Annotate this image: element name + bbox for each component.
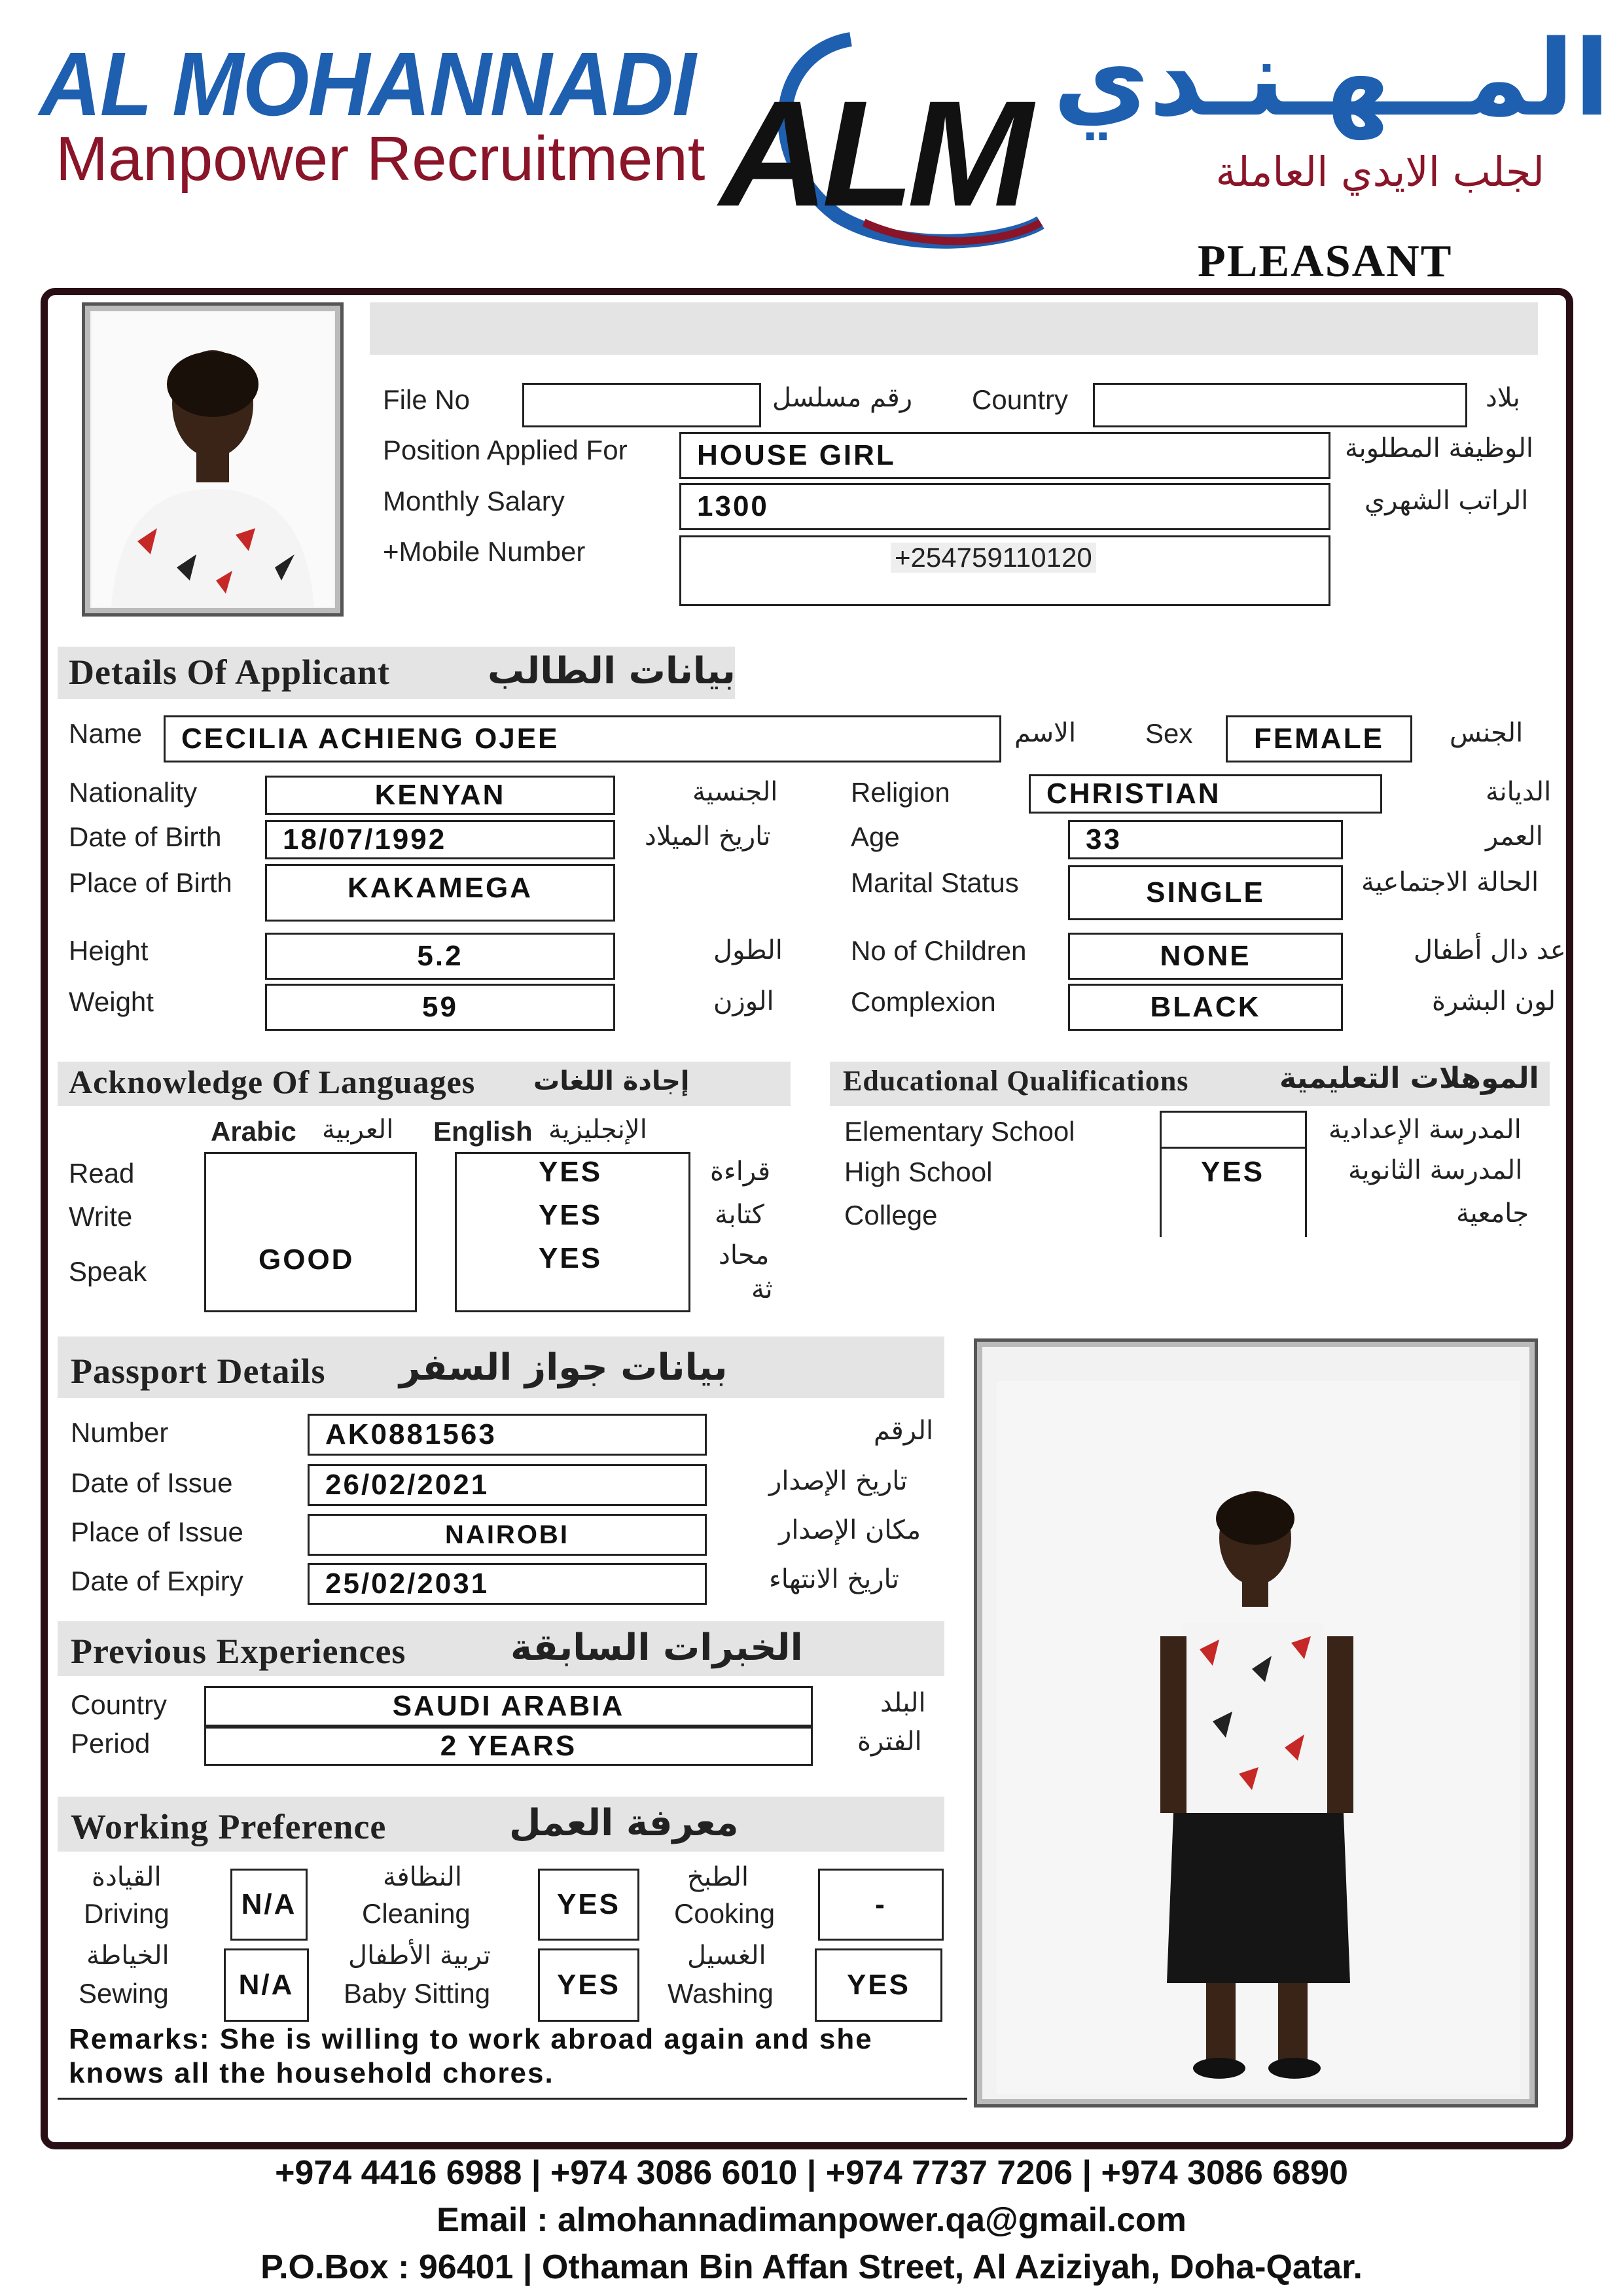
footer-phones: +974 4416 6988 | +974 3086 6010 | +974 7737 7206 | +974 3086 6890 xyxy=(275,2154,1348,2192)
education-section-title-ar: الموهلات التعليمية xyxy=(1279,1062,1539,1095)
cleaning-ar-label: النظافة xyxy=(383,1862,462,1892)
passport-number-field[interactable]: AK0881563 xyxy=(308,1414,707,1456)
children-label: No of Children xyxy=(851,935,1027,966)
complexion-field[interactable]: BLACK xyxy=(1068,984,1343,1031)
weight-label: Weight xyxy=(69,986,154,1017)
english-ar-label: الإنجليزية xyxy=(548,1115,647,1145)
file-no-field[interactable] xyxy=(522,383,761,427)
english-level-box[interactable] xyxy=(455,1152,690,1312)
exp-country-label: Country xyxy=(71,1689,168,1720)
footer-address: P.O.Box : 96401 | Othaman Bin Affan Street, Al Aziziyah, Doha-Qatar. xyxy=(260,2248,1363,2286)
cleaning-field[interactable]: YES xyxy=(538,1869,639,1941)
country-field[interactable] xyxy=(1093,383,1467,427)
english-read-value: YES xyxy=(539,1156,603,1188)
alm-logo: ALM xyxy=(720,69,1027,238)
marital-field[interactable]: SINGLE xyxy=(1068,865,1343,920)
college-label: College xyxy=(844,1200,938,1230)
baby-sitting-ar-label: تربية الأطفال xyxy=(348,1941,491,1971)
weight-field[interactable]: 59 xyxy=(265,984,615,1031)
expiry-date-field[interactable]: 25/02/2031 xyxy=(308,1563,707,1605)
name-label: Name xyxy=(69,718,143,749)
cooking-ar-label: الطبخ xyxy=(687,1862,749,1892)
age-ar-label: العمر xyxy=(1486,821,1543,852)
speak-ar-label-2: ثة xyxy=(751,1274,773,1304)
elementary-label: Elementary School xyxy=(844,1116,1075,1147)
company-name-ar: المــهـنـدي xyxy=(1053,17,1610,139)
sewing-label: Sewing xyxy=(79,1978,169,2009)
baby-sitting-field[interactable]: YES xyxy=(538,1948,639,2022)
washing-label: Washing xyxy=(668,1978,774,2009)
mobile-label: +Mobile Number xyxy=(383,536,586,567)
country-label: Country xyxy=(972,384,1069,415)
passport-number-label: Number xyxy=(71,1417,169,1448)
arabic-label: Arabic xyxy=(211,1116,296,1147)
name-ar-label: الاسم xyxy=(1014,718,1077,748)
applicant-section-title: Details Of Applicant xyxy=(69,653,391,692)
issue-place-label: Place of Issue xyxy=(71,1516,243,1547)
salary-label: Monthly Salary xyxy=(383,486,565,516)
height-ar-label: الطول xyxy=(713,935,783,965)
sewing-ar-label: الخياطة xyxy=(86,1941,169,1971)
expiry-date-ar-label: تاريخ الانتهاء xyxy=(769,1564,899,1594)
arabic-level-box[interactable] xyxy=(204,1152,417,1312)
remarks-line1: She is willing to work abroad again and she xyxy=(219,2023,873,2055)
exp-period-field[interactable]: 2 YEARS xyxy=(204,1727,813,1766)
dob-field[interactable]: 18/07/1992 xyxy=(265,820,615,859)
working-section-title-ar: معرفة العمل xyxy=(509,1802,739,1844)
cooking-field[interactable]: - xyxy=(818,1869,944,1941)
nationality-field[interactable]: KENYAN xyxy=(265,776,615,815)
issue-date-ar-label: تاريخ الإصدار xyxy=(769,1466,908,1496)
education-section-title: Educational Qualifications xyxy=(843,1065,1189,1097)
religion-ar-label: الديانة xyxy=(1486,777,1552,807)
english-speak-value: YES xyxy=(539,1242,603,1274)
passport-number-ar-label: الرقم xyxy=(874,1416,934,1446)
english-label: English xyxy=(433,1116,533,1147)
baby-sitting-label: Baby Sitting xyxy=(344,1978,491,2009)
cleaning-label: Cleaning xyxy=(362,1898,471,1929)
driving-field[interactable]: N/A xyxy=(230,1869,308,1941)
read-label: Read xyxy=(69,1158,135,1189)
remarks xyxy=(69,2022,985,2090)
washing-field[interactable]: YES xyxy=(815,1948,942,2022)
top-title-bar xyxy=(370,302,1538,355)
issue-date-label: Date of Issue xyxy=(71,1467,233,1498)
experience-section-title-ar: الخبرات السابقة xyxy=(510,1626,803,1669)
remarks-line2: knows all the household chores. xyxy=(69,2057,554,2089)
high-school-ar-label: المدرسة الثانوية xyxy=(1348,1155,1523,1185)
height-field[interactable]: 5.2 xyxy=(265,933,615,980)
nationality-ar-label: الجنسية xyxy=(692,777,778,807)
company-subtitle-en: Manpower Recruitment xyxy=(56,124,705,194)
working-section-title: Working Preference xyxy=(71,1807,387,1846)
issue-place-field[interactable]: NAIROBI xyxy=(308,1514,707,1556)
washing-ar-label: الغسيل xyxy=(687,1941,766,1971)
weight-ar-label: الوزن xyxy=(713,986,774,1016)
sewing-field[interactable]: N/A xyxy=(224,1948,309,2022)
nationality-label: Nationality xyxy=(69,777,198,808)
name-field[interactable]: CECILIA ACHIENG OJEE xyxy=(164,715,1001,762)
issue-date-field[interactable]: 26/02/2021 xyxy=(308,1464,707,1506)
marital-ar-label: الحالة الاجتماعية xyxy=(1361,867,1539,897)
full-body-figure-icon xyxy=(977,1342,1535,2104)
salary-field[interactable]: 1300 xyxy=(679,483,1330,530)
complexion-ar-label: لون البشرة xyxy=(1432,986,1556,1016)
file-no-label: File No xyxy=(383,384,471,415)
religion-label: Religion xyxy=(851,777,950,808)
cooking-label: Cooking xyxy=(674,1898,776,1929)
read-ar-label: قراءة xyxy=(710,1157,771,1187)
exp-country-field[interactable]: SAUDI ARABIA xyxy=(204,1686,813,1727)
file-no-ar-label: رقم مسلسل xyxy=(772,383,913,413)
pob-field[interactable]: KAKAMEGA xyxy=(265,864,615,922)
write-ar-label: كتابة xyxy=(715,1200,764,1230)
remarks-label: Remarks: xyxy=(69,2023,211,2055)
passport-section-title-ar: بيانات جواز السفر xyxy=(399,1346,728,1389)
children-ar-label: عد دال أطفال xyxy=(1414,935,1566,965)
sex-field[interactable]: FEMALE xyxy=(1226,715,1412,762)
elementary-ar-label: المدرسة الإعدادية xyxy=(1329,1115,1522,1145)
passport-section-title: Passport Details xyxy=(71,1352,326,1391)
driving-label: Driving xyxy=(84,1898,169,1929)
complexion-label: Complexion xyxy=(851,986,996,1017)
marital-label: Marital Status xyxy=(851,867,1019,898)
position-ar-label: الوظيفة المطلوبة xyxy=(1345,433,1533,463)
salary-ar-label: الراتب الشهري xyxy=(1364,486,1529,516)
languages-section-title: Acknowledge Of Languages xyxy=(69,1064,476,1100)
sex-label: Sex xyxy=(1145,718,1193,749)
issue-place-ar-label: مكان الإصدار xyxy=(779,1515,921,1545)
experience-section-title: Previous Experiences xyxy=(71,1632,406,1671)
expiry-date-label: Date of Expiry xyxy=(71,1566,243,1596)
college-ar-label: جامعية xyxy=(1456,1198,1529,1229)
sex-ar-label: الجنس xyxy=(1450,718,1524,748)
company-subtitle-ar: لجلب الايدي العاملة xyxy=(1215,148,1544,196)
full-body-photo xyxy=(974,1338,1538,2108)
children-field[interactable]: NONE xyxy=(1068,933,1343,980)
religion-field[interactable]: CHRISTIAN xyxy=(1029,774,1382,814)
remarks-underline xyxy=(58,2098,967,2100)
dob-ar-label: تاريخ الميلاد xyxy=(645,821,771,852)
languages-section-title-ar: إجادة اللغات xyxy=(533,1066,690,1096)
country-ar-label: بلاد xyxy=(1486,383,1520,413)
height-label: Height xyxy=(69,935,149,966)
high-school-college-box[interactable] xyxy=(1160,1149,1307,1237)
exp-period-ar-label: الفترة xyxy=(857,1727,922,1757)
arabic-ar-label: العربية xyxy=(322,1115,394,1145)
age-field[interactable]: 33 xyxy=(1068,820,1343,859)
portrait-figure-icon xyxy=(85,306,340,613)
portrait-photo xyxy=(82,302,344,617)
exp-country-ar-label: البلد xyxy=(880,1688,926,1718)
position-field[interactable]: HOUSE GIRL xyxy=(679,432,1330,479)
english-write-value: YES xyxy=(539,1199,603,1231)
speak-ar-label-1: محاد xyxy=(719,1240,770,1270)
high-school-value: YES xyxy=(1201,1156,1265,1188)
company-name-en: AL MOHANNADI xyxy=(39,34,695,135)
write-label: Write xyxy=(69,1201,133,1232)
footer-email: Email : almohannadimanpower.qa@gmail.com xyxy=(437,2201,1186,2239)
elementary-field[interactable] xyxy=(1160,1111,1307,1149)
position-label: Position Applied For xyxy=(383,435,628,465)
high-school-label: High School xyxy=(844,1157,993,1187)
speak-label: Speak xyxy=(69,1256,147,1287)
mobile-value: +254759110120 xyxy=(891,543,1096,573)
mobile-field[interactable] xyxy=(679,535,1330,606)
arabic-level-value: GOOD xyxy=(259,1244,355,1276)
dob-label: Date of Birth xyxy=(69,821,222,852)
tag-pleasant: PLEASANT xyxy=(1198,236,1453,287)
age-label: Age xyxy=(851,821,900,852)
exp-period-label: Period xyxy=(71,1728,151,1759)
applicant-section-title-ar: بيانات الطالب xyxy=(488,650,736,692)
pob-label: Place of Birth xyxy=(69,867,232,898)
driving-ar-label: القيادة xyxy=(92,1862,162,1892)
